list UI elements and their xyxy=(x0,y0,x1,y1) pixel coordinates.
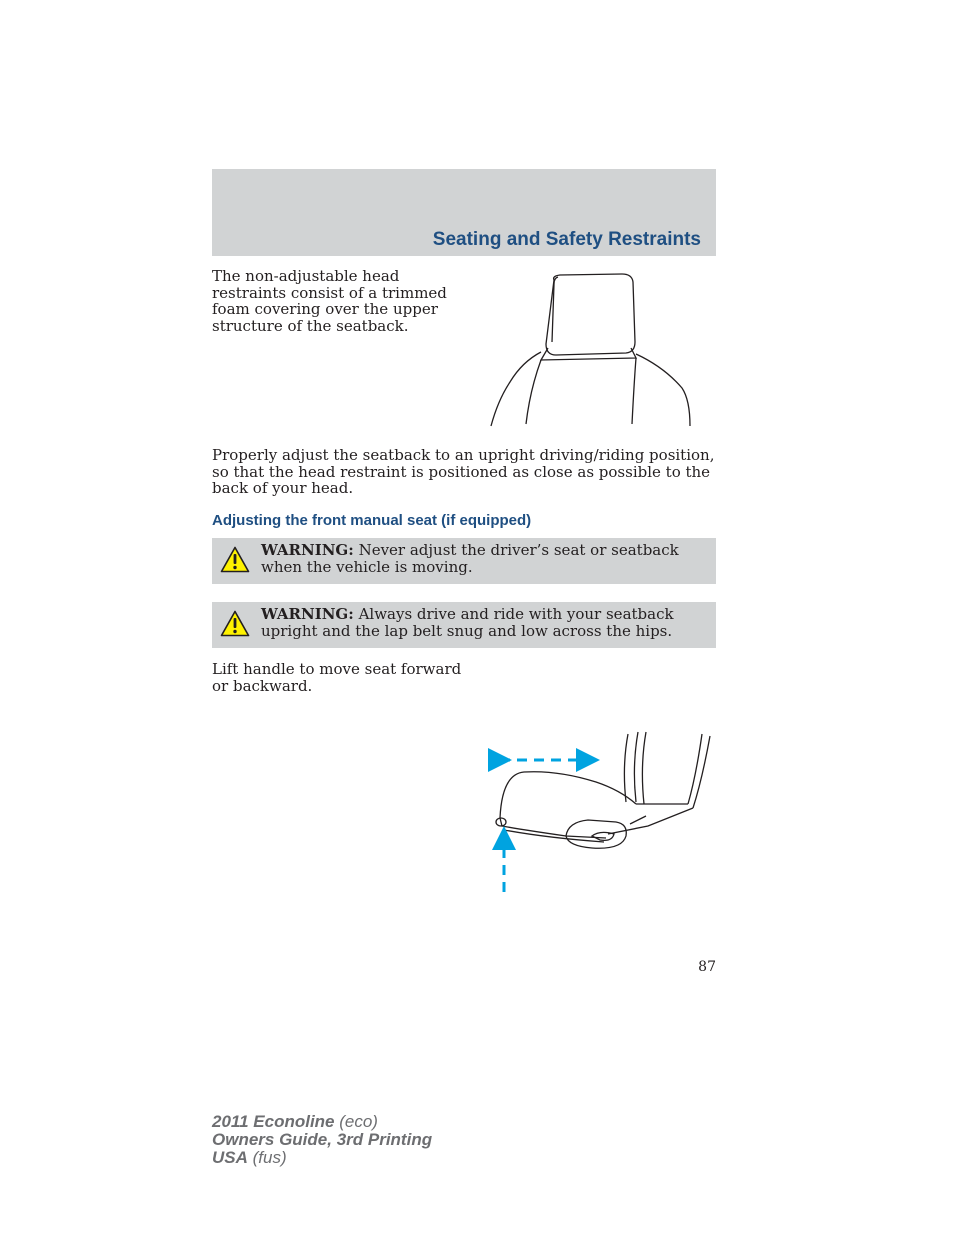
footer-market: USA xyxy=(212,1148,248,1167)
warning-triangle-icon xyxy=(220,546,250,573)
warning-text xyxy=(261,542,704,575)
footer-line-1 xyxy=(212,1113,432,1131)
footer-market-code: (fus) xyxy=(247,1148,287,1167)
section-header xyxy=(212,169,716,256)
footer-printing: Owners Guide, 3rd Printing xyxy=(212,1130,433,1149)
warning-body: Always drive and ride with your seatback upright and the lap belt snug and low across the hips. xyxy=(261,605,674,640)
footer-line-3 xyxy=(212,1149,432,1167)
page-number: 87 xyxy=(698,959,716,975)
warning-text xyxy=(261,606,704,639)
warning-box xyxy=(212,602,716,648)
warning-body: Never adjust the driver’s seat or seatback when the vehicle is moving. xyxy=(261,541,679,576)
seat-adjust-illustration xyxy=(488,726,718,896)
headrest-illustration xyxy=(486,272,696,432)
footer-model: 2011 Econoline xyxy=(212,1112,335,1131)
lift-handle-paragraph: Lift handle to move seat forward or backward. xyxy=(212,660,462,695)
footer xyxy=(212,1113,432,1167)
warning-box xyxy=(212,538,716,584)
head-restraints-paragraph: The non-adjustable head restraints consist of a trimmed foam covering over the upper structure of the seatback. xyxy=(212,267,447,335)
section-title: Seating and Safety Restraints xyxy=(432,229,701,250)
warning-triangle-icon xyxy=(220,610,250,637)
seatback-adjust-paragraph: Properly adjust the seatback to an upright driving/riding position, so that the head restraint is positioned as close as possible to the back of your head. xyxy=(212,446,715,497)
subheading-front-manual-seat: Adjusting the front manual seat (if equipped) xyxy=(212,512,532,529)
warning-label: WARNING: xyxy=(261,605,354,623)
warning-label: WARNING: xyxy=(261,541,354,559)
footer-model-code: (eco) xyxy=(334,1112,378,1131)
footer-line-2 xyxy=(212,1131,432,1149)
